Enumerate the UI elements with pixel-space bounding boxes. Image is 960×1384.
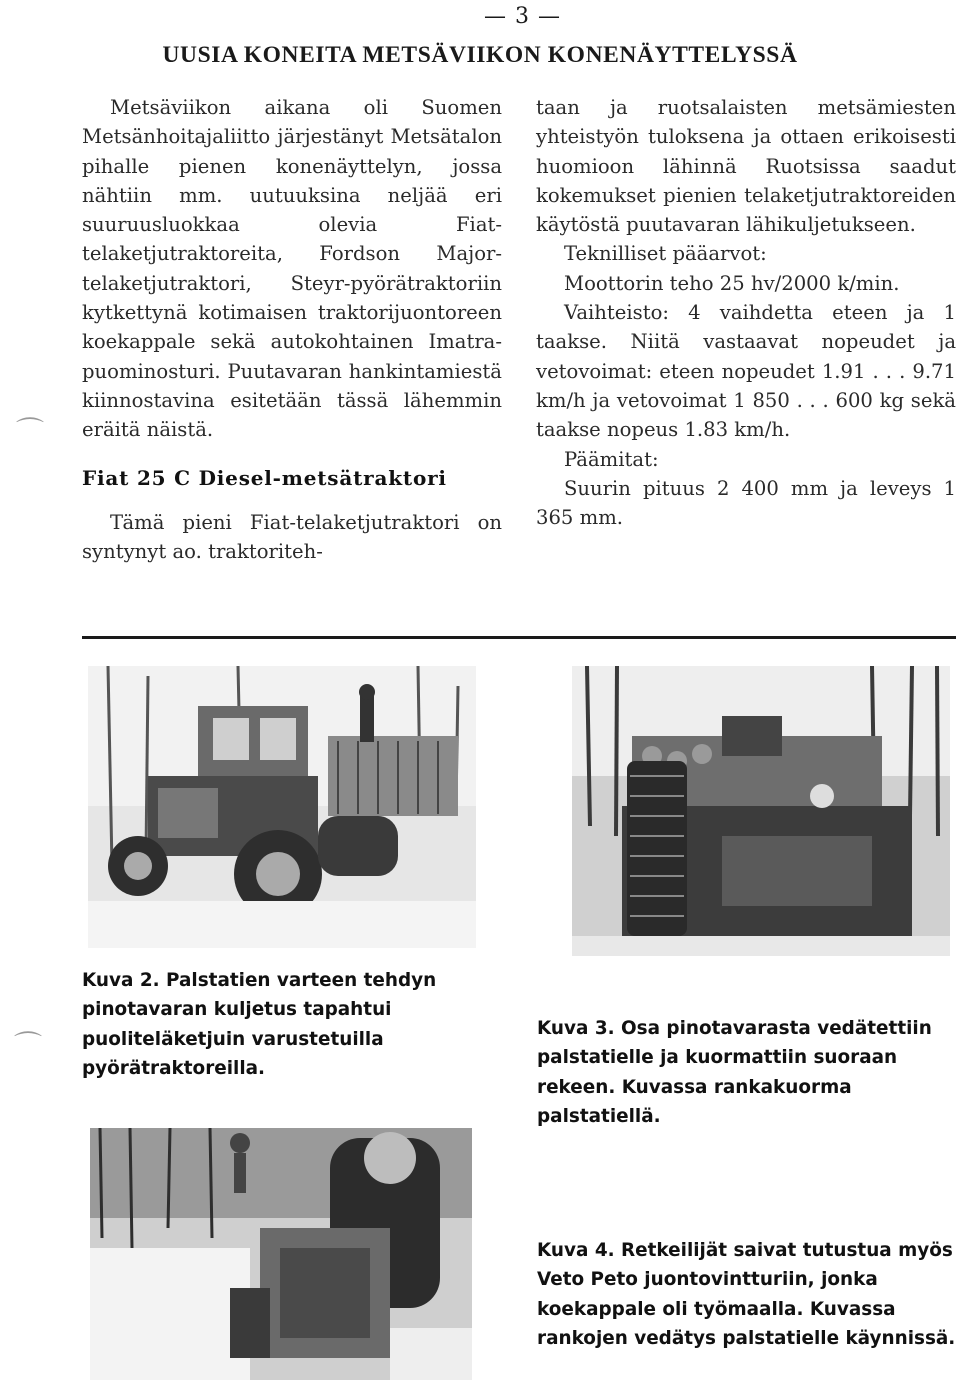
spec-engine: Moottorin teho 25 hv/2000 k/min.	[564, 271, 900, 295]
subheading-fiat: Fiat 25 C Diesel-metsätraktori	[82, 465, 447, 490]
figure-kuva-4-photo	[90, 1128, 472, 1380]
left-paragraph-1: Metsäviikon aikana oli Suomen Metsänhoitajaliitto järjestänyt Metsätalon pihalle pienen konenäyttelyn, jossa nähtiin mm. uutuuksina neljää eri suuruusluokkaa olevia Fiat-telaketjutraktoreita, Fordson Major-telaketjutraktori, Steyr-pyörätraktoriin kytkettynä kotimaisen traktorijuontoreen koekappale sekä autokohtainen Imatra-puominosturi. Puutavaran hankintamiestä kiinnostavina esitetään tässä lähemmin eräitä näistä.	[82, 96, 502, 442]
caption-kuva-3	[537, 1014, 957, 1132]
page-number: — 3 —	[484, 4, 561, 29]
dims-heading: Päämitat:	[564, 447, 659, 471]
caption-kuva-4	[537, 1236, 957, 1354]
page-title: UUSIA KONEITA METSÄVIIKON KONENÄYTTELYSSÄ	[162, 42, 798, 68]
figure-kuva-2-photo	[88, 666, 476, 948]
caption-kuva-4-text: Kuva 4. Retkeilijät saivat tutustua myös Veto Peto juontovintturiin, jonka koekappale oli työmaalla. Kuvassa rankojen vedätys palstatielle käynnissä.	[537, 1240, 956, 1350]
right-paragraph-1: taan ja ruotsalaisten metsämiesten yhteistyön tuloksena ja ottaen erikoisesti huomioon lähinnä Ruotsissa saadut kokemukset pienien telaketjutraktoreiden käytöstä puutavaran lähikuljetukseen.	[536, 96, 956, 237]
caption-kuva-2-text: Kuva 2. Palstatien varteen tehdyn pinotavaran kuljetus tapahtui puoliteläketjuin varustetuilla pyörätraktoreilla.	[82, 970, 437, 1080]
dims-text: Suurin pituus 2 400 mm ja leveys 1 365 mm.	[536, 476, 956, 530]
figure-kuva-3-photo	[572, 666, 950, 956]
right-column	[536, 93, 956, 532]
scan-mark-bottom: ⌒	[14, 1029, 43, 1062]
scan-mark-top: ⌒	[16, 415, 45, 448]
winch-photo	[90, 1128, 472, 1380]
caption-kuva-2	[82, 966, 502, 1084]
horizontal-rule	[82, 636, 956, 639]
caption-kuva-3-text: Kuva 3. Osa pinotavarasta vedätettiin palstatielle ja kuormattiin suoraan rekeen. Kuvassa rankakuorma palstatiellä.	[537, 1018, 932, 1128]
log-load-photo	[572, 666, 950, 956]
spec-gearbox: Vaihteisto: 4 vaihdetta eteen ja 1 taakse. Niitä vastaavat nopeudet ja vetovoimat: eteen nopeudet 1.91 . . . 9.71 km/h ja vetovoimat 1 850 . . . 600 kg sekä taakse nopeus 1.83 km/h.	[536, 301, 956, 442]
spec-heading: Teknilliset pääarvot:	[564, 242, 767, 266]
tractor-photo	[88, 666, 476, 948]
left-column	[82, 93, 502, 566]
left-paragraph-2: Tämä pieni Fiat-telaketjutraktori on syntynyt ao. traktoriteh-	[82, 510, 502, 564]
